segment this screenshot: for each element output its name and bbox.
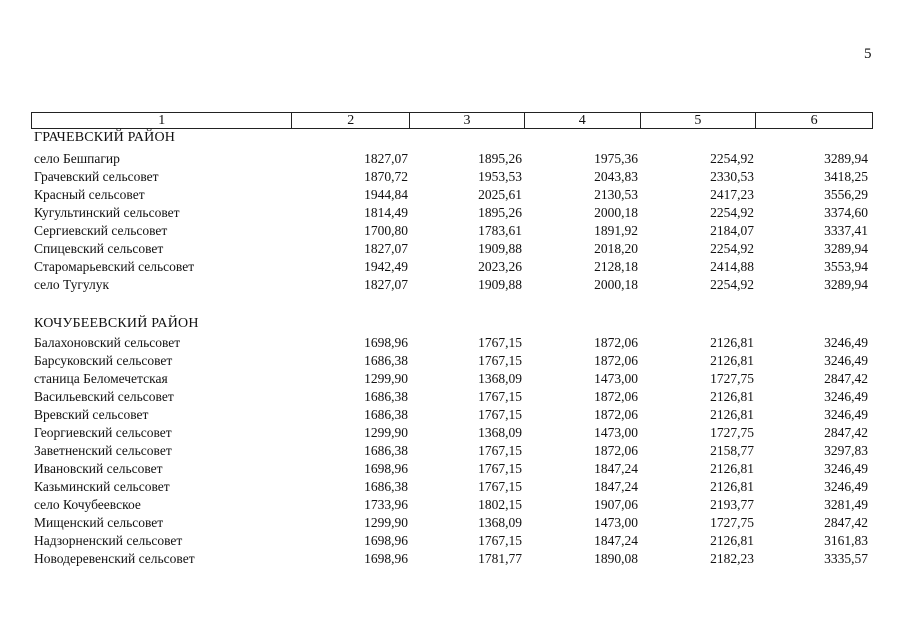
- table-row: [34, 532, 874, 550]
- row-value-col-6: 3246,49: [824, 479, 868, 494]
- column-header-1: 1: [32, 113, 292, 128]
- row-value-col-5: 1727,75: [710, 515, 754, 530]
- table-row: [34, 406, 874, 424]
- row-value-col-2: 1700,80: [364, 223, 408, 238]
- row-value-col-3: 1767,15: [478, 389, 522, 404]
- table-row: [34, 388, 874, 406]
- row-value-col-3: 1368,09: [478, 425, 522, 440]
- table-row: [34, 514, 874, 532]
- row-name: Новодеревенский сельсовет: [34, 551, 195, 566]
- row-value-col-6: 3374,60: [824, 205, 868, 220]
- row-value-col-4: 2130,53: [594, 187, 638, 202]
- row-name: Спицевский сельсовет: [34, 241, 164, 256]
- row-name: Заветненский сельсовет: [34, 443, 172, 458]
- row-value-col-6: 3281,49: [824, 497, 868, 512]
- row-value-col-3: 1767,15: [478, 461, 522, 476]
- row-value-col-4: 2018,20: [594, 241, 638, 256]
- row-name: село Кочубеевское: [34, 497, 141, 512]
- row-name: село Бешпагир: [34, 151, 120, 166]
- row-value-col-5: 2254,92: [710, 151, 754, 166]
- row-name: Сергиевский сельсовет: [34, 223, 168, 238]
- row-value-col-3: 1909,88: [478, 241, 522, 256]
- table-row: [34, 460, 874, 478]
- table-row: [34, 370, 874, 388]
- row-value-col-2: 1942,49: [364, 259, 408, 274]
- row-value-col-2: 1827,07: [364, 241, 408, 256]
- row-value-col-3: 1368,09: [478, 515, 522, 530]
- row-value-col-5: 2193,77: [710, 497, 754, 512]
- row-value-col-4: 1890,08: [594, 551, 638, 566]
- table-row: [34, 334, 874, 352]
- row-value-col-3: 1953,53: [478, 169, 522, 184]
- row-value-col-2: 1299,90: [364, 425, 408, 440]
- table-row: [34, 150, 874, 168]
- row-value-col-6: 3289,94: [824, 277, 868, 292]
- column-header-4: 4: [525, 113, 641, 128]
- column-header-2: 2: [292, 113, 410, 128]
- table-row: [34, 240, 874, 258]
- row-value-col-5: 2158,77: [710, 443, 754, 458]
- row-value-col-2: 1870,72: [364, 169, 408, 184]
- row-value-col-3: 1895,26: [478, 205, 522, 220]
- row-value-col-3: 1767,15: [478, 353, 522, 368]
- table-row: [34, 204, 874, 222]
- row-value-col-2: 1299,90: [364, 515, 408, 530]
- row-value-col-5: 1727,75: [710, 425, 754, 440]
- row-value-col-6: 3289,94: [824, 151, 868, 166]
- page-number: 5: [864, 46, 872, 62]
- row-value-col-5: 2184,07: [710, 223, 754, 238]
- row-value-col-2: 1299,90: [364, 371, 408, 386]
- row-value-col-3: 1767,15: [478, 407, 522, 422]
- row-value-col-6: 3246,49: [824, 389, 868, 404]
- row-value-col-5: 2126,81: [710, 335, 754, 350]
- row-value-col-5: 2330,53: [710, 169, 754, 184]
- row-value-col-4: 2000,18: [594, 277, 638, 292]
- table-row: [34, 352, 874, 370]
- row-value-col-2: 1686,38: [364, 389, 408, 404]
- row-name: Васильевский сельсовет: [34, 389, 174, 404]
- row-value-col-5: 2414,88: [710, 259, 754, 274]
- section-rows-kochubeevsky: [34, 334, 874, 568]
- row-name: Кугультинский сельсовет: [34, 205, 180, 220]
- table-row: [34, 186, 874, 204]
- row-value-col-6: 3161,83: [824, 533, 868, 548]
- row-value-col-5: 2126,81: [710, 533, 754, 548]
- row-value-col-3: 1895,26: [478, 151, 522, 166]
- row-value-col-4: 2043,83: [594, 169, 638, 184]
- row-value-col-6: 3297,83: [824, 443, 868, 458]
- section-rows-grachevsky: [34, 150, 874, 294]
- row-value-col-2: 1698,96: [364, 551, 408, 566]
- row-value-col-5: 2254,92: [710, 277, 754, 292]
- row-value-col-5: 1727,75: [710, 371, 754, 386]
- row-name: село Тугулук: [34, 277, 110, 292]
- row-value-col-3: 1909,88: [478, 277, 522, 292]
- row-name: Надзорненский сельсовет: [34, 533, 183, 548]
- row-name: Старомарьевский сельсовет: [34, 259, 195, 274]
- row-value-col-6: 3337,41: [824, 223, 868, 238]
- row-value-col-6: 2847,42: [824, 515, 868, 530]
- row-value-col-4: 1891,92: [594, 223, 638, 238]
- row-value-col-3: 1767,15: [478, 533, 522, 548]
- row-value-col-3: 1783,61: [478, 223, 522, 238]
- row-value-col-4: 1872,06: [594, 335, 638, 350]
- row-value-col-4: 2000,18: [594, 205, 638, 220]
- row-value-col-6: 3246,49: [824, 353, 868, 368]
- column-header-5: 5: [641, 113, 757, 128]
- row-name: станица Беломечетская: [34, 371, 168, 386]
- row-value-col-2: 1733,96: [364, 497, 408, 512]
- row-value-col-5: 2182,23: [710, 551, 754, 566]
- row-name: Барсуковский сельсовет: [34, 353, 173, 368]
- row-value-col-6: 3246,49: [824, 461, 868, 476]
- row-name: Грачевский сельсовет: [34, 169, 159, 184]
- row-value-col-6: 2847,42: [824, 425, 868, 440]
- row-value-col-4: 1473,00: [594, 425, 638, 440]
- row-value-col-6: 3335,57: [824, 551, 868, 566]
- row-value-col-3: 2023,26: [478, 259, 522, 274]
- row-value-col-4: 1473,00: [594, 371, 638, 386]
- row-value-col-4: 1872,06: [594, 353, 638, 368]
- row-value-col-2: 1944,84: [364, 187, 408, 202]
- row-value-col-5: 2126,81: [710, 407, 754, 422]
- row-value-col-4: 1872,06: [594, 389, 638, 404]
- row-value-col-6: 3289,94: [824, 241, 868, 256]
- row-value-col-2: 1814,49: [364, 205, 408, 220]
- row-value-col-4: 1847,24: [594, 461, 638, 476]
- table-header: [31, 112, 873, 129]
- row-value-col-2: 1686,38: [364, 353, 408, 368]
- row-value-col-6: 3246,49: [824, 407, 868, 422]
- row-value-col-3: 1767,15: [478, 479, 522, 494]
- row-value-col-3: 1368,09: [478, 371, 522, 386]
- row-value-col-4: 1975,36: [594, 151, 638, 166]
- row-name: Казьминский сельсовет: [34, 479, 170, 494]
- row-name: Балахоновский сельсовет: [34, 335, 181, 350]
- row-value-col-3: 1781,77: [478, 551, 522, 566]
- section-title-kochubeevsky: КОЧУБЕЕВСКИЙ РАЙОН: [34, 316, 199, 331]
- row-name: Красный сельсовет: [34, 187, 145, 202]
- row-value-col-6: 2847,42: [824, 371, 868, 386]
- table-row: [34, 276, 874, 294]
- table-row: [34, 424, 874, 442]
- row-value-col-5: 2126,81: [710, 479, 754, 494]
- row-value-col-5: 2417,23: [710, 187, 754, 202]
- table-row: [34, 442, 874, 460]
- section-title-grachevsky: ГРАЧЕВСКИЙ РАЙОН: [34, 130, 176, 145]
- row-value-col-4: 2128,18: [594, 259, 638, 274]
- row-value-col-2: 1686,38: [364, 443, 408, 458]
- row-value-col-2: 1686,38: [364, 407, 408, 422]
- row-value-col-4: 1847,24: [594, 479, 638, 494]
- row-value-col-4: 1847,24: [594, 533, 638, 548]
- row-value-col-4: 1872,06: [594, 443, 638, 458]
- column-header-3: 3: [410, 113, 525, 128]
- row-value-col-5: 2126,81: [710, 353, 754, 368]
- row-value-col-3: 2025,61: [478, 187, 522, 202]
- row-value-col-6: 3553,94: [824, 259, 868, 274]
- row-value-col-2: 1686,38: [364, 479, 408, 494]
- row-value-col-6: 3556,29: [824, 187, 868, 202]
- column-header-6: 6: [810, 113, 818, 128]
- row-value-col-2: 1698,96: [364, 533, 408, 548]
- row-value-col-2: 1827,07: [364, 277, 408, 292]
- row-value-col-5: 2254,92: [710, 241, 754, 256]
- row-value-col-2: 1698,96: [364, 335, 408, 350]
- row-value-col-4: 1473,00: [594, 515, 638, 530]
- row-name: Мищенский сельсовет: [34, 515, 164, 530]
- row-value-col-6: 3418,25: [824, 169, 868, 184]
- row-value-col-5: 2126,81: [710, 389, 754, 404]
- row-name: Ивановский сельсовет: [34, 461, 163, 476]
- row-value-col-5: 2254,92: [710, 205, 754, 220]
- row-value-col-4: 1872,06: [594, 407, 638, 422]
- row-value-col-3: 1802,15: [478, 497, 522, 512]
- table-row: [34, 478, 874, 496]
- table-row: [34, 496, 874, 514]
- row-value-col-2: 1698,96: [364, 461, 408, 476]
- row-name: Вревский сельсовет: [34, 407, 149, 422]
- table-row: [34, 550, 874, 568]
- table-row: [34, 168, 874, 186]
- row-value-col-4: 1907,06: [594, 497, 638, 512]
- row-value-col-6: 3246,49: [824, 335, 868, 350]
- row-value-col-3: 1767,15: [478, 335, 522, 350]
- table-row: [34, 222, 874, 240]
- row-value-col-2: 1827,07: [364, 151, 408, 166]
- table-row: [34, 258, 874, 276]
- row-name: Георгиевский сельсовет: [34, 425, 172, 440]
- row-value-col-3: 1767,15: [478, 443, 522, 458]
- row-value-col-5: 2126,81: [710, 461, 754, 476]
